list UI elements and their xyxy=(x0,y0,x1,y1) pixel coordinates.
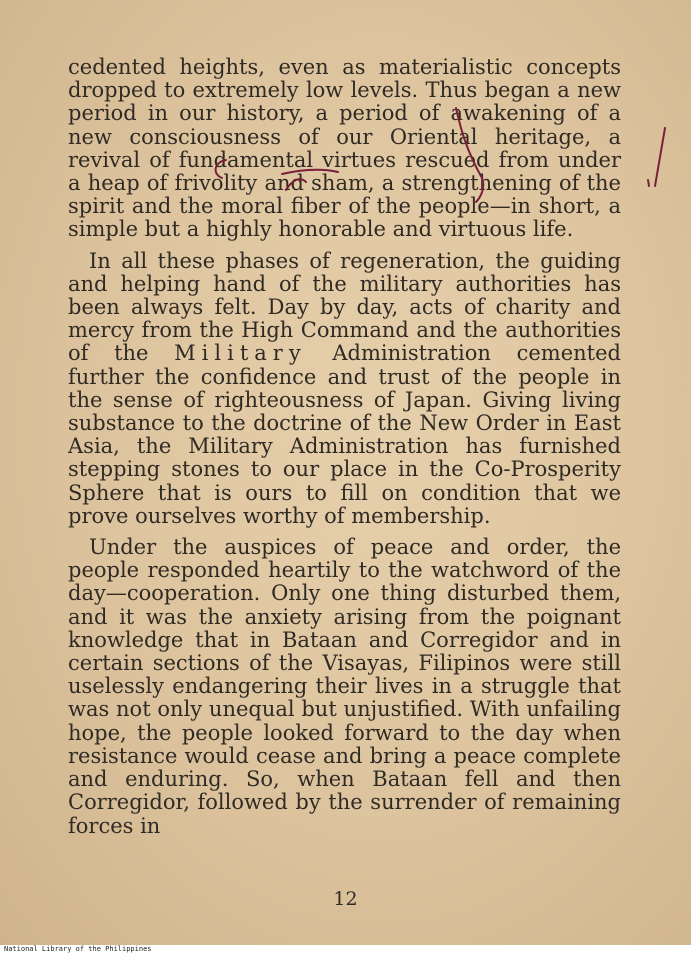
paragraph-text: In all these phases of regeneration, the guiding and helping hand of the military authorities has been always felt. Day by day, acts of charity and mercy from the High Command and the authorities of the xyxy=(68,248,621,366)
body-text xyxy=(68,56,621,846)
library-footer-label: National Library of the Philippines xyxy=(4,945,152,953)
paragraph-text: Under the auspices of peace and order, the people responded heartily to the watchword of the day—cooperation. Only one thing disturbed them, and it was the anxiety arising from the poignant knowledge that in Bataan and Corregidor and in certain sections of the Visayas, Filipinos were still uselessly endangering their lives in a struggle that was not only unequal but unjustified. With unfailing hope, the people looked forward to the day when resistance would cease and bring a peace complete and enduring. So, when Bataan fell and then Corregidor, followed by the surrender of remaining forces in xyxy=(68,535,621,838)
paragraph xyxy=(68,250,621,528)
spaced-text: Military xyxy=(174,341,307,366)
margin-dot-mark xyxy=(648,180,649,186)
paragraph-text: cedented heights, even as materialistic concepts dropped to extremely low levels. Thus began a new period in our history, a period of awakening of a new consciousness of our Oriental heritage, a revival of fundamental virtues rescued from under a heap of frivolity and sham, a strengthening of the spirit and the moral fiber of the people—in short, a simple but a highly honorable and virtuous life. xyxy=(68,55,621,242)
paragraph xyxy=(68,536,621,838)
paragraph-text: Administration cemented further the confidence and trust of the people in the sense of righteousness of Japan. Giving living substance to the doctrine of the New Order in East Asia, the Military Administration has furnished stepping stones to our place in the Co-Prosperity Sphere that is ours to fill on condition that we prove ourselves worthy of membership. xyxy=(68,341,621,528)
paragraph xyxy=(68,56,621,242)
margin-slash-mark xyxy=(655,128,665,186)
page-number: 12 xyxy=(333,888,358,910)
